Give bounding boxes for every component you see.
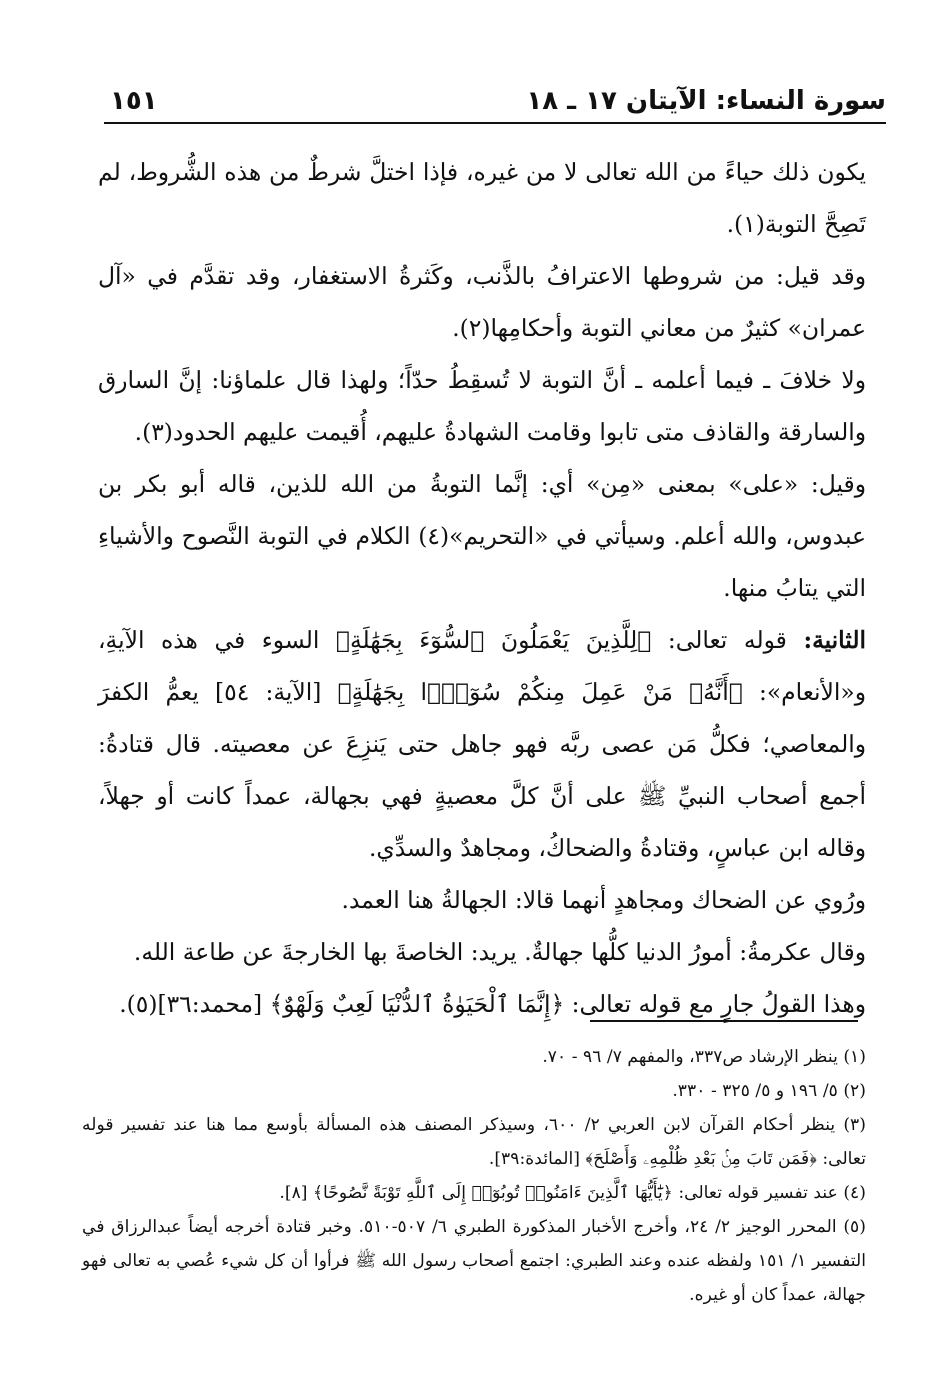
issue-heading: الثانية: <box>803 626 866 654</box>
issue-text: قوله تعالى: ﴿لِلَّذِينَ يَعْمَلُونَ ٱلسُّوٓءَ بِجَهَٰلَةٍ﴾ السوء في هذه الآيةِ، و«الأنعام»: ﴿أَنَّهُۥ مَنْ عَمِلَ مِنكُمْ سُوٓءًۢا بِجَهَٰلَةٍ﴾ [الآية: ٥٤] يعمُّ الكفرَ والمعاصي؛ فكلُّ مَن عصى ربَّه فهو جاهل حتى يَنزِعَ عن معصيته. قال قتادةُ: أجمع أصحاب النبيِّ ﷺ على أنَّ كلَّ معصيةٍ فهي بجهالة، عمداً كانت أو جهلاً، وقاله ابن عباسٍ، وقتادةُ والضحاكُ، ومجاهدٌ والسدِّي. <box>98 626 866 862</box>
paragraph-8: وهذا القولُ جارٍ مع قوله تعالى: ﴿إِنَّمَا ٱلْحَيَوٰةُ ٱلدُّنْيَا لَعِبٌ وَلَهْوٌ﴾ [محمد:٣٦](٥). <box>119 990 866 1018</box>
footnote-5: (٥) المحرر الوجيز ٢/ ٢٤، وأخرج الأخبار المذكورة الطبري ٦/ ٥٠٧-٥١٠. وخبر قتادة أخرجه أيضاً عبدالرزاق في التفسير ١/ ١٥١ ولفظه عنده وعند الطبري: اجتمع أصحاب رسول الله ﷺ فرأوا أن كل شيء عُصي به تعالى فهو جهالة، عمداً كان أو غيره. <box>82 1217 867 1305</box>
paragraph-7: وقال عكرمةُ: أمورُ الدنيا كلُّها جهالةٌ. يريد: الخاصةَ بها الخارجةَ عن طاعة الله. <box>133 938 866 966</box>
page-header <box>104 72 886 124</box>
page-number: ١٥١ <box>110 86 158 116</box>
paragraph-second-issue <box>98 614 866 874</box>
paragraph-1: يكون ذلك حياءً من الله تعالى لا من غيره، فإذا اختلَّ شرطٌ من هذه الشُّروط، لم تَصِحَّ التوبة(١). <box>98 158 866 238</box>
footnote-separator <box>590 1020 858 1022</box>
paragraph-2: وقد قيل: من شروطها الاعترافُ بالذَّنب، وكَثرةُ الاستغفار، وقد تقدَّم في «آل عمران» كثيرٌ من معاني التوبة وأحكامِها(٢). <box>98 262 866 342</box>
footnote-2: (٢) ٥/ ١٩٦ و ٥/ ٣٢٥ - ٣٣٠. <box>672 1081 866 1101</box>
paragraph-6: ورُوي عن الضحاك ومجاهدٍ أنهما قالا: الجهالةُ هنا العمد. <box>341 886 866 914</box>
footnotes <box>82 1040 866 1312</box>
paragraph-4: وقيل: «على» بمعنى «مِن» أي: إنَّما التوبةُ من الله للذين، قاله أبو بكر بن عبدوس، والله أعلم. وسيأتي في «التحريم»(٤) الكلام في التوبة النَّصوح والأشياءِ التي يتابُ منها. <box>98 470 866 602</box>
running-title: سورة النساء: الآيتان ١٧ ـ ١٨ <box>526 86 886 116</box>
footnote-4: (٤) عند تفسير قوله تعالى: ﴿يَٰٓأَيُّهَا ٱلَّذِينَ ءَامَنُوا۟ تُوبُوٓا۟ إِلَى ٱللَّهِ تَوْبَةً نَّصُوحًا﴾ [٨]. <box>279 1183 866 1203</box>
footnote-3: (٣) ينظر أحكام القرآن لابن العربي ٢/ ٦٠٠، وسيذكر المصنف هذه المسألة بأوسع مما هنا عند تفسير قوله تعالى: ﴿فَمَن تَابَ مِنۢ بَعْدِ ظُلْمِهِۦ وَأَصْلَحَ﴾ [المائدة:٣٩]. <box>82 1115 866 1169</box>
paragraph-3: ولا خلافَ ـ فيما أعلمه ـ أنَّ التوبة لا تُسقِطُ حدّاً؛ ولهذا قال علماؤنا: إنَّ السارق والسارقة والقاذف متى تابوا وقامت الشهادةُ عليهم، أُقيمت عليهم الحدود(٣). <box>98 366 866 446</box>
footnote-1: (١) ينظر الإرشاد ص٣٣٧، والمفهم ٧/ ٩٦ - ٧٠. <box>542 1047 866 1067</box>
main-text <box>98 146 866 1030</box>
